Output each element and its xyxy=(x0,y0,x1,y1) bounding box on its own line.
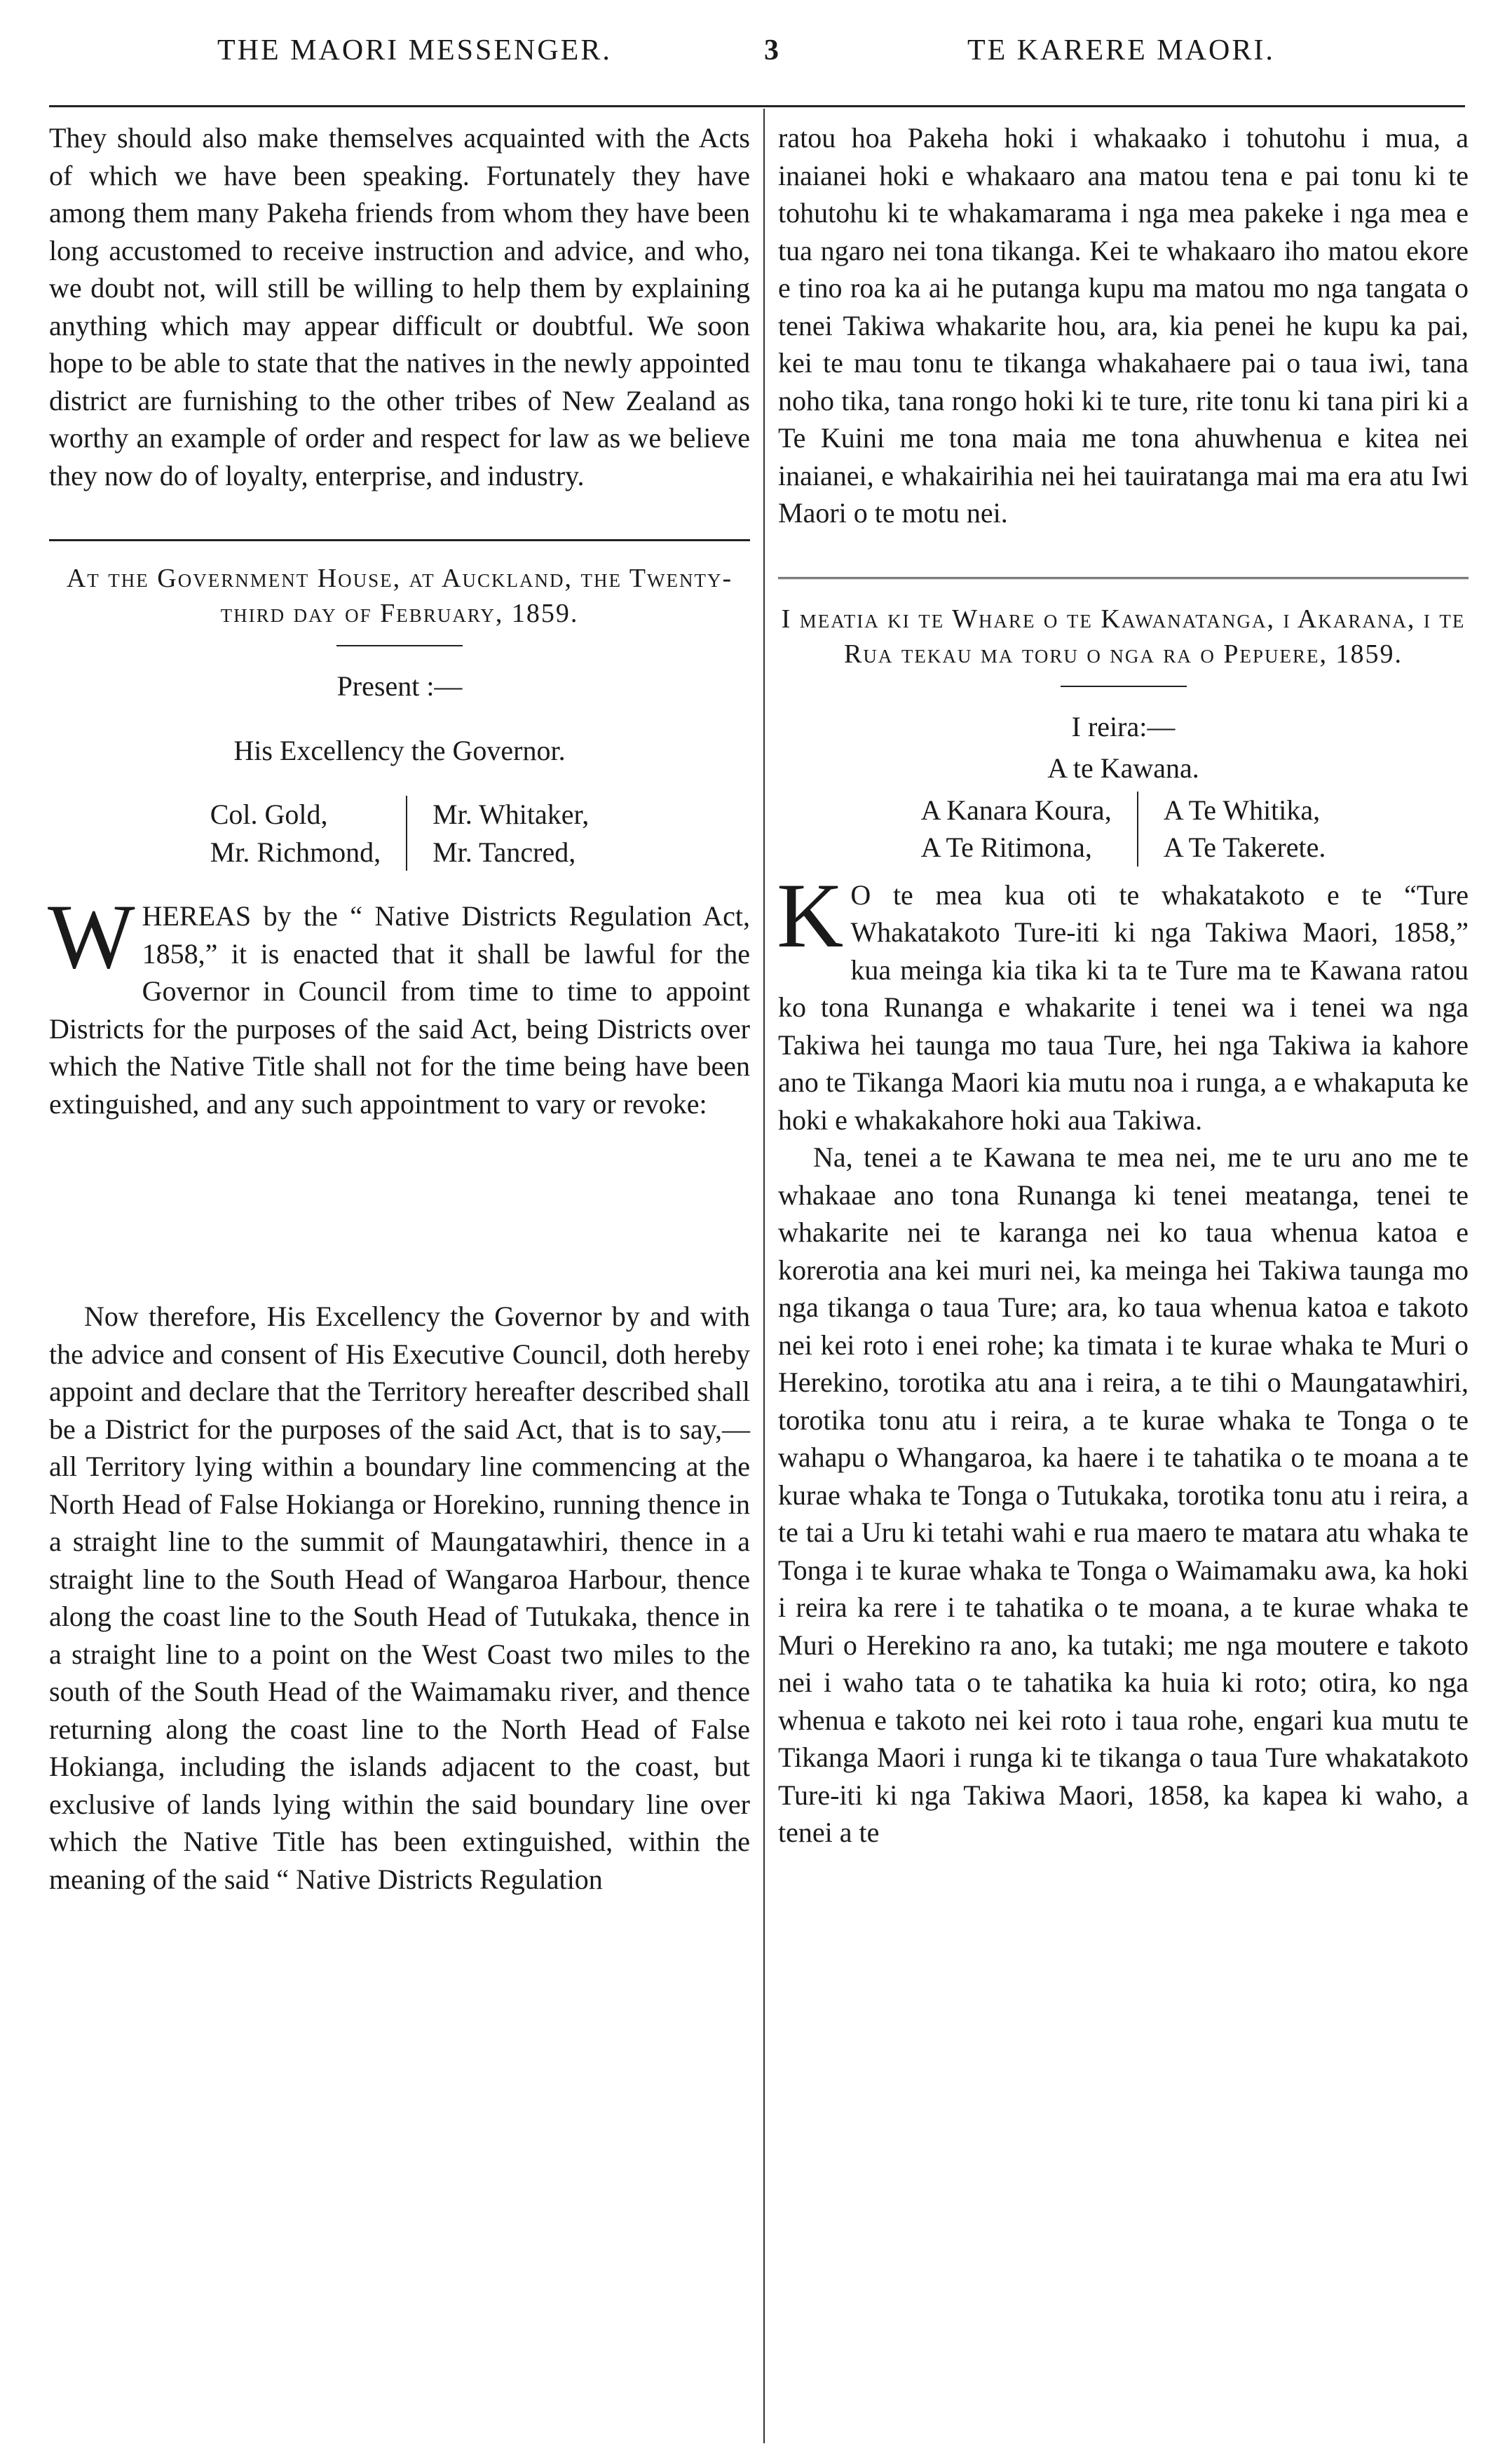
header-title-english: THE MAORI MESSENGER. xyxy=(217,34,612,67)
presiding-english: His Excellency the Governor. xyxy=(233,734,566,766)
member-name: Mr. Tancred, xyxy=(433,836,576,868)
section-rule-maori xyxy=(778,577,1469,582)
intro-paragraph-maori: ratou hoa Pakeha hoki i whakaako i tohutohu i mua, a inaianei hoki e whakaaro ana matou tena e pai tonu ki te tohutohu ki te whakamarama i nga mea pakeke i nga mea e tua ngaro nei tona tikanga. Kei te whakaaro iho matou ekore e tino roa ka ai he putanga kupu ma matou mo nga tangata o tenei Takiwa whakarite hou, ara, kia penei he kupu ka pai, kei te mau tonu te tikanga whakahaere pai o taua iwi, tana noho tika, tana rongo hoki ki te ture, rite tonu ki tana piri ki a Te Kuini me tona maia me tona ahuwhenua e kitea nei inaianei, e whakairihia nei hei tauiratanga mai ma era atu Iwi Maori o te motu nei. xyxy=(778,122,1469,529)
member-name: A Kanara Koura, xyxy=(920,794,1112,826)
now-therefore-paragraph: Now therefore, His Excellency the Governor by and with the advice and consent of His Executive Council, doth hereby appoint and declare that the Territory hereafter described shall be a District for the purposes of the said Act, that is to say,—all Territory lying within a boundary line commencing at the North Head of False Hokianga or Horekino, running thence in a straight line to the summit of Maungatawhiri, thence in a straight line to the South Head of Wangaroa Harbour, thence along the coast line to the South Head of Tutukaka, thence in a straight line to a point on the West Coast two miles to the south of the South Head of the Waimamaku river, and thence returning along the coast line to the North Head of False Hokianga, including the islands adjacent to the coast, but exclusive of lands lying within the said boundary line over which the Native Title has been extinguished, within the meaning of the said “ Native Districts Regulation xyxy=(49,1301,750,1895)
ko-text: O te mea kua oti te whakatakoto e te “Ture Whakatakoto Ture-iti ki nga Takiwa Maori, 1858,” kua meinga kia tika ki ta te Ture ma te Kawana ratou ko tona Runanga e whakarite i tenei wa i tenei wa nga Takiwa hei taunga mo taua Ture, hei nga Takiwa ia kahore ano te Tikanga Maori kia mutu noa i runga, a e whakaputa ke hoki e whakakahore hoki aua Takiwa. xyxy=(778,878,1469,1136)
meeting-heading-maori: I meatia ki te Whare o te Kawanatanga, i Akarana, i te Rua tekau ma toru o nga ra o Pepuere, 1859. xyxy=(781,604,1466,669)
presiding-maori: A te Kawana. xyxy=(1047,752,1199,784)
english-column xyxy=(49,119,750,1898)
members-left-maori xyxy=(896,792,1137,867)
section-rule-english xyxy=(49,539,750,541)
member-name: A Te Takerete. xyxy=(1163,831,1326,863)
maori-column xyxy=(778,119,1469,1852)
column-gap xyxy=(49,1122,750,1298)
whereas-text: HEREAS by the “ Native Districts Regulation Act, 1858,” it is enacted that it shall be lawful for the Governor in Council from time to time to appoint Districts for the purposes of the said Act, being Districts over which the Native Title shall not for the time being have been extinguished, and any such appointment to vary or revoke: xyxy=(49,900,750,1120)
whereas-paragraph xyxy=(48,885,750,1122)
members-left-english xyxy=(185,796,406,871)
drop-cap-k: K xyxy=(777,863,844,967)
member-name: A Te Whitika, xyxy=(1163,794,1321,826)
ko-paragraph xyxy=(777,863,1469,1139)
heading-rule-english xyxy=(336,645,463,646)
member-name: Col. Gold, xyxy=(210,799,328,830)
drop-cap-w: W xyxy=(48,885,135,988)
member-name: Mr. Richmond, xyxy=(210,836,381,868)
present-label-maori: I reira:— xyxy=(1071,710,1176,742)
intro-paragraph-english: They should also make themselves acquainted with the Acts of which we have been speaking. Fortunately they have among them many Pakeha friends from whom they have been long accustomed to receive instruction and advice, and who, we doubt not, will still be willing to help them by explaining anything which may appear difficult or doubtful. We soon hope to be able to state that the natives in the newly appointed district are furnishing to the other tribes of New Zealand as worthy an example of order and respect for law as we believe they now do of loyalty, enterprise, and industry. xyxy=(49,122,750,491)
members-right-maori xyxy=(1137,792,1351,867)
members-right-english xyxy=(406,796,614,871)
heading-rule-maori xyxy=(1061,686,1187,687)
column-divider xyxy=(763,109,765,2443)
member-name: Mr. Whitaker, xyxy=(433,799,590,830)
member-name: A Te Ritimona, xyxy=(920,831,1092,863)
na-tenei-paragraph: Na, tenei a te Kawana te mea nei, me te uru ano me te whakaae ano tona Runanga ki tenei meatanga, tenei te whakarite nei te karanga nei ko taua whenua katoa e korerotia ana kei muri nei, ka meinga hei Takiwa taunga mo nga tikanga o taua Ture; ara, ko taua whenua katoa e takoto nei kei roto i enei rohe; ka timata i te kurae whaka te Muri o Herekino, torotika atu ana i reira, a te tihi o Maungatawhiri, torotika tonu atu i reira, a te kurae whaka te Tonga o te wahapu o Whangaroa, ka haere i te tahatika o te moana a te kurae whaka te Tonga o Tutukaka, torotika tonu atu i reira, a te tai a Uru ki tetahi wahi e rua maero te matara atu whaka te Tonga i te kurae whaka te Tonga o Waimamaku awa, ka hoki i reira ka rere i te tahatika o te moana, a te kurae whaka te Muri o Herekino ra ano, ka tutaki; me nga moutere e takoto nei i waho tata o te tahatika ka huia ki roto; otira, ko nga whenua e takoto nei kei roto i taua rohe, engari kua mutu te Tikanga Maori i runga ki te tikanga o taua Ture whakatakoto Ture-iti ki nga Takiwa Maori, 1858, ka kapea ki waho, a tenei a te xyxy=(778,1141,1469,1848)
header-rule xyxy=(49,105,1465,107)
page-number: 3 xyxy=(764,34,781,67)
meeting-heading-english: At the Government House, at Auckland, the Twenty-third day of February, 1859. xyxy=(66,564,733,628)
council-members-maori xyxy=(778,792,1469,867)
council-members-english xyxy=(49,796,750,871)
header-title-maori: TE KARERE MAORI. xyxy=(967,34,1275,67)
present-label-english: Present :— xyxy=(336,670,463,702)
